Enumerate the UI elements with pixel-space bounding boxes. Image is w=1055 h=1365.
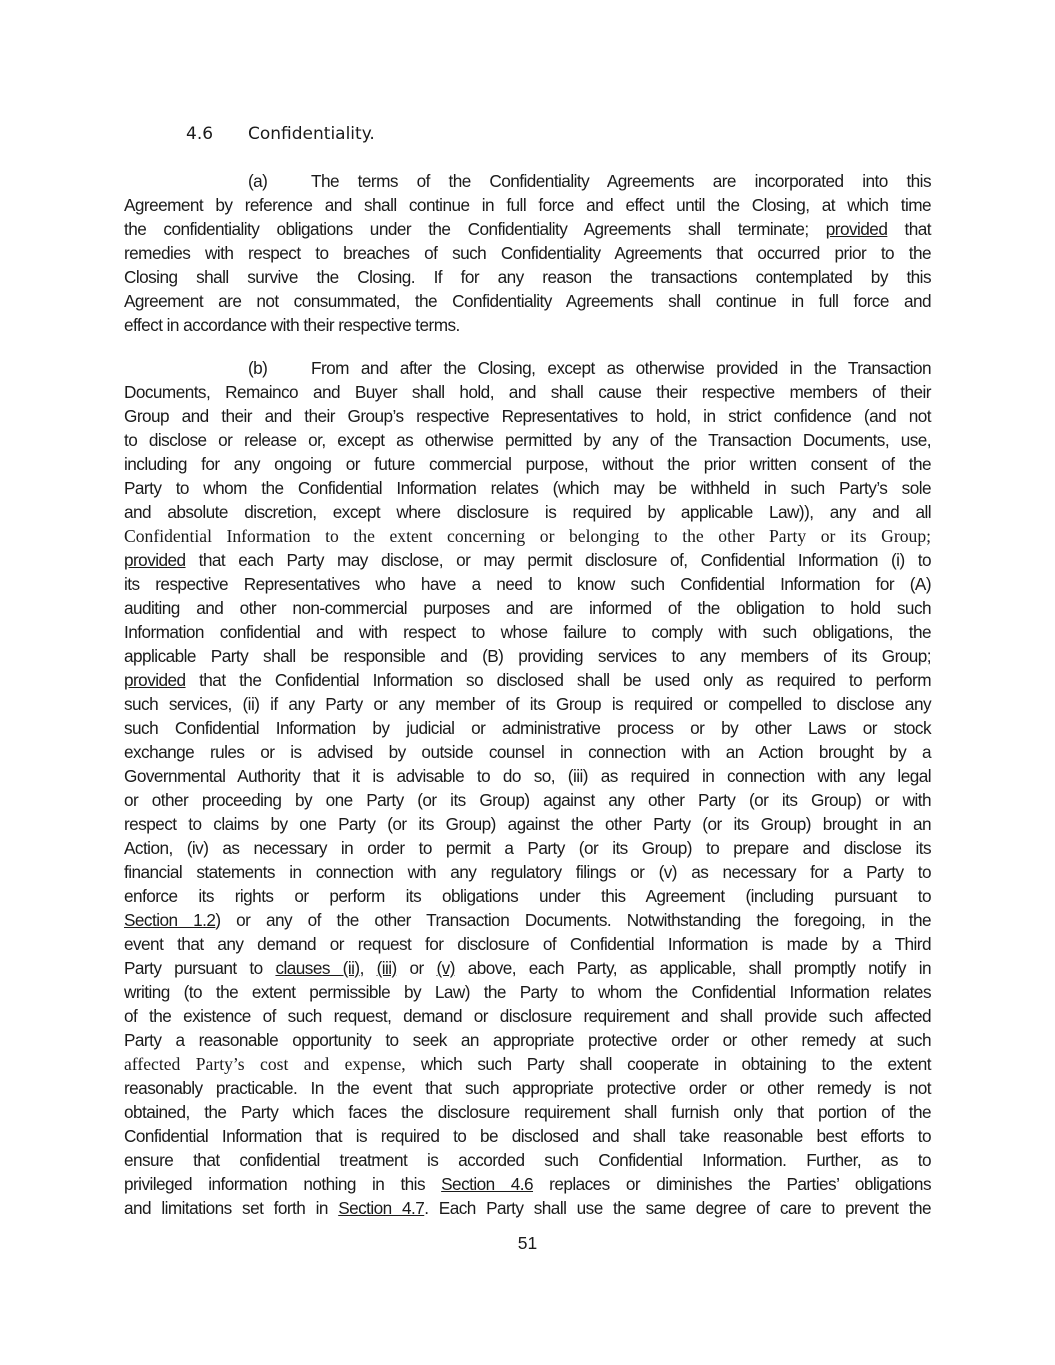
paragraph-b-line: reasonably practicable. In the event that such appropriate protective order or other remedy is not <box>124 1078 931 1098</box>
section-number: 4.6 <box>186 124 214 144</box>
paragraph-b-line: Information confidential and with respect to whose failure to comply with such obligations, the <box>124 622 931 642</box>
clause-reference-link: clauses (ii) <box>275 958 360 978</box>
paragraph-b-line: of the existence of such request, demand or disclosure requirement and shall provide such affected <box>124 1006 931 1026</box>
paragraph-b-line: Documents, Remainco and Buyer shall hold, and shall cause their respective members of their <box>124 382 931 402</box>
paragraph-b-line: such Confidential Information by judicial or administrative process or by other Laws or stock <box>124 718 931 738</box>
paragraph-a-line: Agreement are not consummated, the Confidentiality Agreements shall continue in full force and <box>124 291 931 311</box>
paragraph-b-line: such services, (ii) if any Party or any member of its Group is required or compelled to disclose any <box>124 694 931 714</box>
paragraph-b-line: auditing and other non-commercial purposes and are informed of the obligation to hold such <box>124 598 931 618</box>
paragraph-a-line: Agreement by reference and shall continue in full force and effect until the Closing, at which time <box>124 195 931 215</box>
section-reference-link: Section 1.2 <box>124 910 216 930</box>
clause-reference-link: (v) <box>436 958 455 978</box>
paragraph-b-line: Confidential Information that is required to be disclosed and shall take reasonable best efforts to <box>124 1126 931 1146</box>
paragraph-b-line: Party to whom the Confidential Information relates (which may be withheld in such Party’s sole <box>124 478 931 498</box>
paragraph-b-line: Party pursuant to clauses (ii), (iii) or (v) above, each Party, as applicable, shall promptly notify in <box>124 958 932 978</box>
section-title: Confidentiality. <box>248 124 375 144</box>
paragraph-b-line: Section 1.2) or any of the other Transaction Documents. Notwithstanding the foregoing, in the <box>124 910 931 930</box>
paragraph-b-line: Confidential Information to the extent concerning or belonging to the other Party or its Group; <box>124 526 931 546</box>
paragraph-b-line: provided that each Party may disclose, or may permit disclosure of, Confidential Information (i) to <box>124 550 931 570</box>
paragraph-b-line: and limitations set forth in Section 4.7. Each Party shall use the same degree of care to prevent the <box>124 1198 931 1218</box>
paragraph-b-line: (b) From and after the Closing, except as otherwise provided in the Transaction <box>248 358 931 378</box>
paragraph-b-line: obtained, the Party which faces the disclosure requirement shall furnish only that portion of the <box>124 1102 931 1122</box>
paragraph-b-line: Group and their and their Group’s respective Representatives to hold, in strict confidence (and not <box>124 406 931 426</box>
clause-reference-link: (iii) <box>376 958 397 978</box>
paragraph-b-line: including for any ongoing or future commercial purpose, without the prior written consent of the <box>124 454 931 474</box>
paragraph-b-line: to disclose or release or, except as otherwise permitted by any of the Transaction Documents, use, <box>124 430 931 450</box>
paragraph-a-line: the confidentiality obligations under the Confidentiality Agreements shall terminate; provided that <box>124 219 931 239</box>
paragraph-b-label: (b) <box>248 358 268 378</box>
paragraph-a-line: remedies with respect to breaches of such Confidentiality Agreements that occurred prior to the <box>124 243 931 263</box>
paragraph-b-line: enforce its rights or perform its obligations under this Agreement (including pursuant to <box>124 886 931 906</box>
paragraph-a-line: effect in accordance with their respective terms. <box>124 315 460 335</box>
section-reference-link: Section 4.7 <box>338 1198 425 1218</box>
defined-term-provided: provided <box>124 550 186 570</box>
section-reference-link: Section 4.6 <box>441 1174 534 1194</box>
defined-term-provided: provided <box>825 219 888 239</box>
paragraph-b-line: applicable Party shall be responsible and (B) providing services to any members of its Group; <box>124 646 931 666</box>
section-heading <box>186 124 375 144</box>
paragraph-b-line: privileged information nothing in this Section 4.6 replaces or diminishes the Parties’ obligations <box>124 1174 931 1194</box>
paragraph-b-line: provided that the Confidential Information so disclosed shall be used only as required to perform <box>124 670 931 690</box>
paragraph-b-line: respect to claims by one Party (or its Group) against the other Party (or its Group) brought in an <box>124 814 931 834</box>
paragraph-b-line: affected Party’s cost and expense, which such Party shall cooperate in obtaining to the extent <box>124 1054 932 1074</box>
paragraph-b-line: Party a reasonable opportunity to seek an appropriate protective order or other remedy at such <box>124 1030 931 1050</box>
paragraph-b-line: ensure that confidential treatment is accorded such Confidential Information. Further, as to <box>124 1150 931 1170</box>
paragraph-b-line: writing (to the extent permissible by Law) the Party to whom the Confidential Information relates <box>124 982 931 1002</box>
paragraph-b-line: event that any demand or request for disclosure of Confidential Information is made by a Third <box>124 934 931 954</box>
paragraph-a-label: (a) <box>248 171 268 191</box>
paragraph-b-line: Governmental Authority that it is advisable to do so, (iii) as required in connection with any legal <box>124 766 931 786</box>
paragraph-b-line: and absolute discretion, except where disclosure is required by applicable Law)), any and all <box>124 502 931 522</box>
paragraph-b-line: or other proceeding by one Party (or its Group) against any other Party (or its Group) or with <box>124 790 931 810</box>
paragraph-b-line: financial statements in connection with any regulatory filings or (v) as necessary for a Party to <box>124 862 931 882</box>
paragraph-b-line: Action, (iv) as necessary in order to permit a Party (or its Group) to prepare and disclose its <box>124 838 931 858</box>
paragraph-b-line: exchange rules or is advised by outside counsel in connection with an Action brought by a <box>124 742 931 762</box>
paragraph-a-line: Closing shall survive the Closing. If for any reason the transactions contemplated by this <box>124 267 931 287</box>
defined-term-provided: provided <box>124 670 186 690</box>
paragraph-a-line: (a) The terms of the Confidentiality Agreements are incorporated into this <box>248 171 931 191</box>
page-number: 51 <box>517 1233 538 1253</box>
paragraph-b-line: its respective Representatives who have a need to know such Confidential Information for (A) <box>124 574 931 594</box>
